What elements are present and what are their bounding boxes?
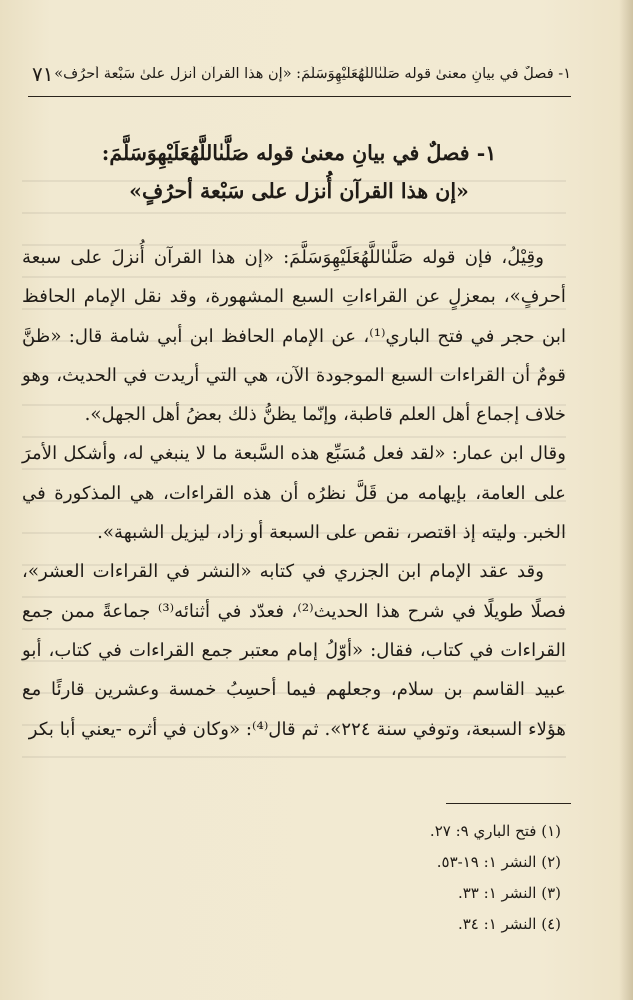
chapter-title (50, 134, 548, 210)
paragraph-2: وقال ابن عمار: «لقد فعل مُسَبِّع هذه السَّبعة ما لا ينبغي له، وأشكل الأمرَ على العامة، بإيهامه من قَلَّ نظرُه أن هذه القراءات، هي المذكورة في الخبر. وليته إذ اقتصر، نقص على السبعة أو زاد، ليزيل الشبهة». (22, 443, 566, 544)
body-text (22, 238, 566, 749)
footnote-4: (٤) النشر ١: ٣٤. (457, 915, 561, 933)
running-head: ١- فصلٌ في بيانِ معنىٰ قوله صَلَّىٰاللَّهُعَلَيْهِوَسَلَّمَ: «إن هذا القرآن أُنزل علىٰ سَبْعة أحرُف» (54, 66, 571, 82)
chapter-title-line-2: «إن هذا القرآن أُنزل على سَبْعة أحرُفٍ» (129, 179, 469, 203)
footnote-rule (446, 803, 571, 804)
page-number: ٧١ (32, 62, 54, 86)
header-rule (28, 96, 571, 97)
footnote-1: (١) فتح الباري ٩: ٢٧. (429, 822, 561, 840)
chapter-title-line-1: ١- فصلٌ في بيانِ معنىٰ قوله صَلَّىٰاللَّهُعَلَيْهِوَسَلَّمَ: (101, 141, 497, 165)
paragraph-1: وقِيْلُ، فإن قوله صَلَّىٰاللَّهُعَلَيْهِوَسَلَّمَ: «إن هذا القرآن أُنزلَ على سبعة أحرفٍ»، بمعزلٍ عن القراءاتِ السبع المشهورة، وقد نقل الإمام الحافظ ابن حجر في فتح الباري⁽¹⁾، عن الإمام الحافظ ابن أبي شامة قال: «ظنَّ قومٌ أن القراءات السبع الموجودة الآن، هي التي أريدت في الحديث، وهو خلاف إجماع أهل العلم قاطبة، وإنّما يظنُّ ذلك بعضُ أهل الجهل». (22, 247, 566, 426)
paragraph-3: وقد عقد الإمام ابن الجزري في كتابه «النشر في القراءات العشر»، فصلًا طويلًا في شرح هذا الحديث⁽²⁾، فعدّد في أثنائه⁽³⁾ جماعةً ممن جمع القراءات في كتاب، فقال: «أوّلُ إمام معتبر جمع القراءات في كتاب، أبو عبيد القاسم بن سلام، وجعلهم فيما أحسِبُ خمسة وعشرين قارئًا مع هؤلاء السبعة، وتوفي سنة ٢٢٤». ثم قال⁽⁴⁾: «وكان في أثره -يعني أبا بكر (22, 561, 566, 740)
page-spine-shadow (619, 0, 633, 1000)
footnotes (341, 816, 561, 940)
footnote-3: (٣) النشر ١: ٣٣. (457, 884, 561, 902)
footnote-2: (٢) النشر ١: ١٩-٥٣. (436, 853, 561, 871)
